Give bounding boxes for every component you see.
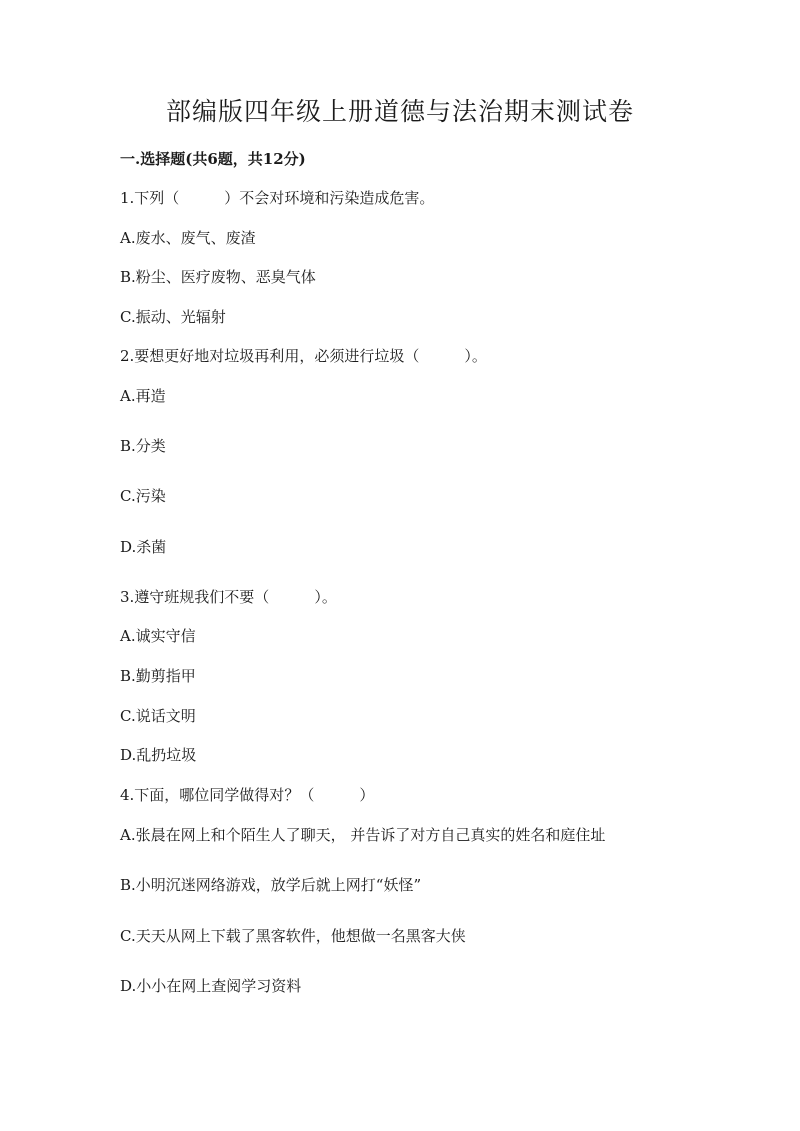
question-4-option-d: D.小小在网上查阅学习资料 <box>120 977 302 995</box>
question-1-option-a: A.废水、废气、废渣 <box>120 229 256 247</box>
question-3-option-c: C.说话文明 <box>120 707 196 725</box>
question-2-stem: 2.要想更好地对垃圾再利用，必须进行垃圾（ ）。 <box>120 347 487 365</box>
question-4-stem: 4.下面，哪位同学做得对？（ ） <box>120 786 375 804</box>
question-4-option-c: C.天天从网上下载了黑客软件，他想做一名黑客大侠 <box>120 927 466 945</box>
question-3-option-d: D.乱扔垃圾 <box>120 746 197 764</box>
question-4-option-a: A.张晨在网上和个陌生人了聊天， 并告诉了对方自己真实的姓名和庭住址 <box>120 826 606 844</box>
question-4-option-b: B.小明沉迷网络游戏，放学后就上网打“妖怪” <box>120 876 422 894</box>
question-1-option-b: B.粉尘、医疗废物、恶臭气体 <box>120 268 316 286</box>
question-3-option-a: A.诚实守信 <box>120 627 196 645</box>
section-heading: 一.选择题(共6题，共12分) <box>120 150 306 168</box>
question-2-option-c: C.污染 <box>120 487 166 505</box>
question-2-option-b: B.分类 <box>120 437 166 455</box>
question-1-option-c: C.振动、光辐射 <box>120 308 226 326</box>
question-2-option-a: A.再造 <box>120 387 166 405</box>
question-1-stem: 1.下列（ ）不会对环境和污染造成危害。 <box>120 189 435 207</box>
question-2-option-d: D.杀菌 <box>120 538 167 556</box>
question-3-option-b: B.勤剪指甲 <box>120 667 196 685</box>
question-3-stem: 3.遵守班规我们不要（ ）。 <box>120 588 337 606</box>
page-title: 部编版四年级上册道德与法治期末测试卷 <box>165 97 634 126</box>
